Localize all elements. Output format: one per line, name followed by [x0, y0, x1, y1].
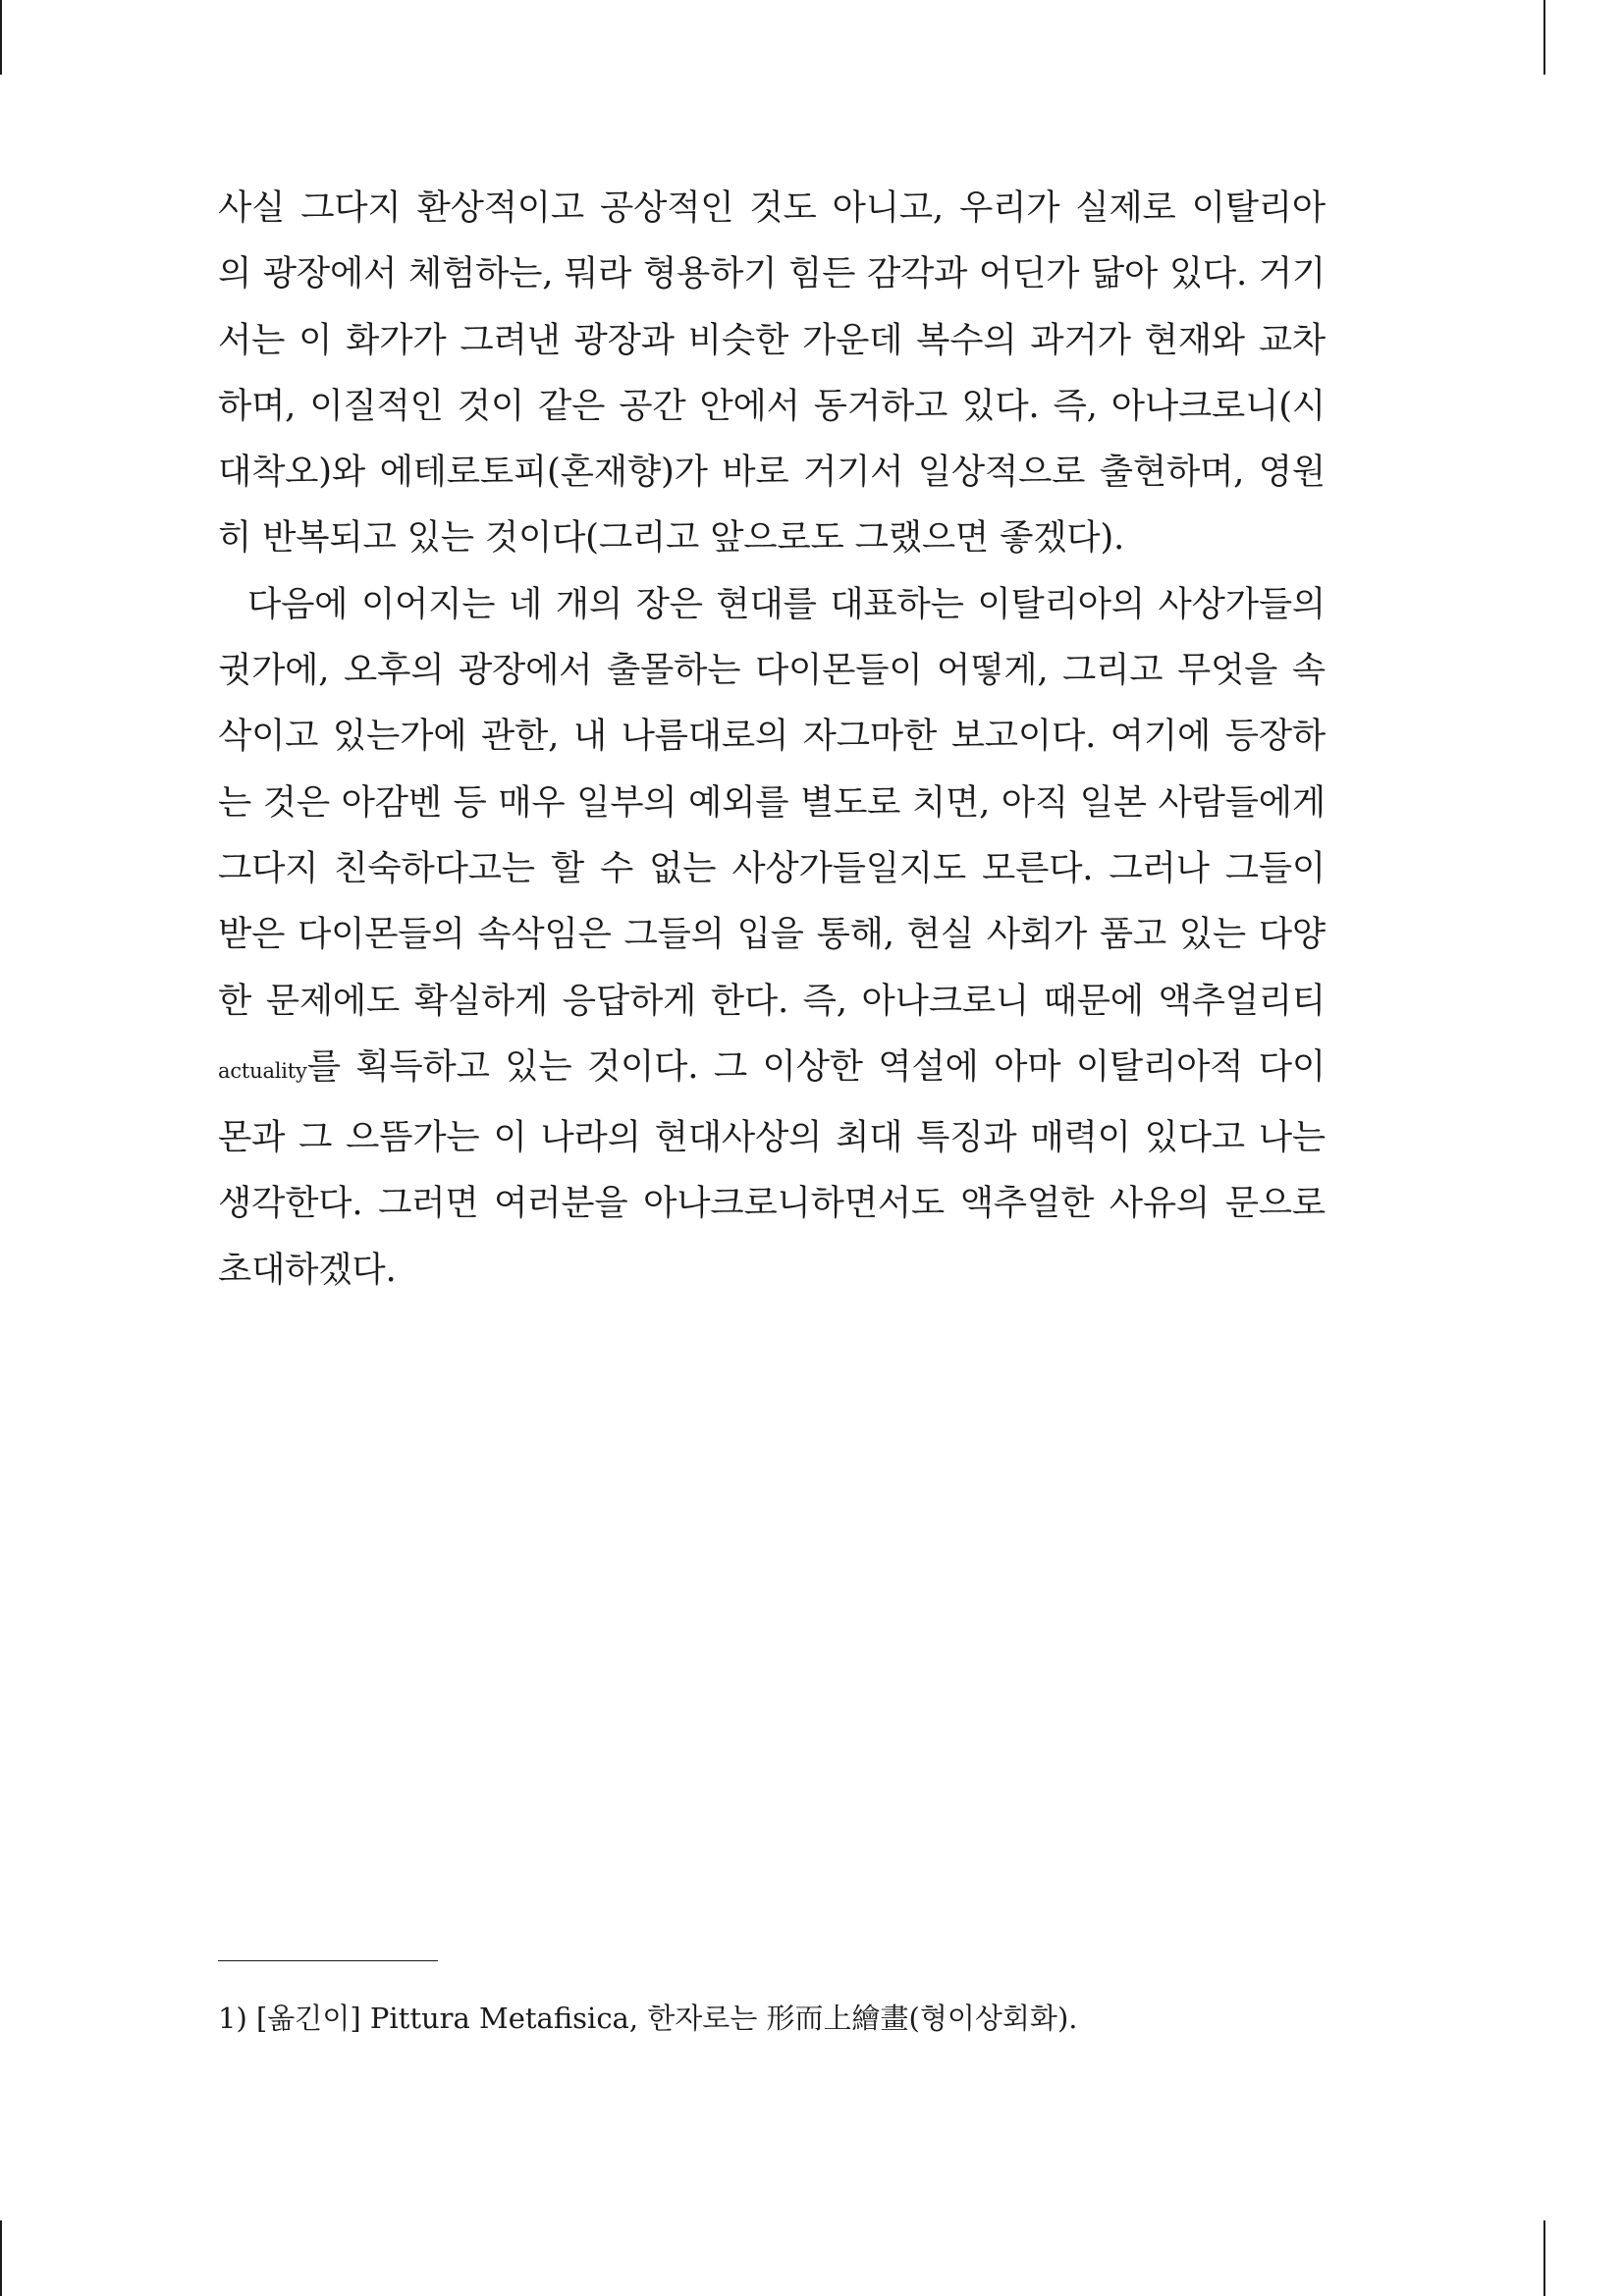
latin-term: actuality	[218, 1058, 307, 1083]
text-line: 는 것은 아감벤 등 매우 일부의 예외를 별도로 치면, 아직 일본 사람들에게	[218, 781, 1326, 823]
text-line: 하며, 이질적인 것이 같은 공간 안에서 동거하고 있다. 즉, 아나크로니(시	[218, 385, 1326, 426]
text-line: 서는 이 화가가 그려낸 광장과 비슷한 가운데 복수의 과거가 현재와 교차	[218, 319, 1326, 360]
paragraph-1	[218, 175, 1326, 571]
crop-mark-bottom-right	[1543, 2220, 1545, 2296]
text-line: 초대하겠다.	[218, 1249, 397, 1290]
footnote: 1) [옮긴이] Pittura Metafisica, 한자로는 形而上繪畫(형이상회화).	[218, 2002, 1078, 2035]
text-line: 사실 그다지 환상적이고 공상적인 것도 아니고, 우리가 실제로 이탈리아	[218, 187, 1326, 228]
text-line: 한 문제에도 확실하게 응답하게 한다. 즉, 아나크로니 때문에 액추얼리티	[218, 980, 1326, 1021]
text-line: 몬과 그 으뜸가는 이 나라의 현대사상의 최대 특징과 매력이 있다고 나는	[218, 1117, 1326, 1158]
text-line: 생각한다. 그러면 여러분을 아나크로니하면서도 액추얼한 사유의 문으로	[218, 1183, 1326, 1224]
text-line: 삭이고 있는가에 관한, 내 나름대로의 자그마한 보고이다. 여기에 등장하	[218, 716, 1326, 757]
paragraph-2	[218, 571, 1326, 1303]
crop-mark-top-right	[1543, 0, 1545, 75]
text-line-rest: 를 획득하고 있는 것이다. 그 이상한 역설에 아마 이탈리아적 다이	[306, 1045, 1326, 1087]
text-line: 의 광장에서 체험하는, 뭐라 형용하기 힘든 감각과 어딘가 닮아 있다. 거기	[218, 253, 1326, 294]
footnote-divider	[218, 1960, 438, 1961]
text-line: 귓가에, 오후의 광장에서 출몰하는 다이몬들이 어떻게, 그리고 무엇을 속	[218, 650, 1326, 691]
text-line: 대착오)와 에테로토피(혼재향)가 바로 거기서 일상적으로 출현하며, 영원	[218, 452, 1326, 493]
text-line: 다음에 이어지는 네 개의 장은 현대를 대표하는 이탈리아의 사상가들의	[247, 583, 1326, 624]
text-line: 그다지 친숙하다고는 할 수 없는 사상가들일지도 모른다. 그러나 그들이	[218, 847, 1326, 888]
text-line: 히 반복되고 있는 것이다(그리고 앞으로도 그랬으면 좋겠다).	[218, 517, 1125, 559]
text-line: 받은 다이몬들의 속삭임은 그들의 입을 통해, 현실 사회가 품고 있는 다양	[218, 914, 1326, 955]
crop-mark-top-left	[0, 0, 2, 75]
crop-mark-bottom-left	[0, 2220, 2, 2296]
text-line-with-latin	[218, 1034, 1326, 1104]
body-text	[218, 175, 1326, 1303]
